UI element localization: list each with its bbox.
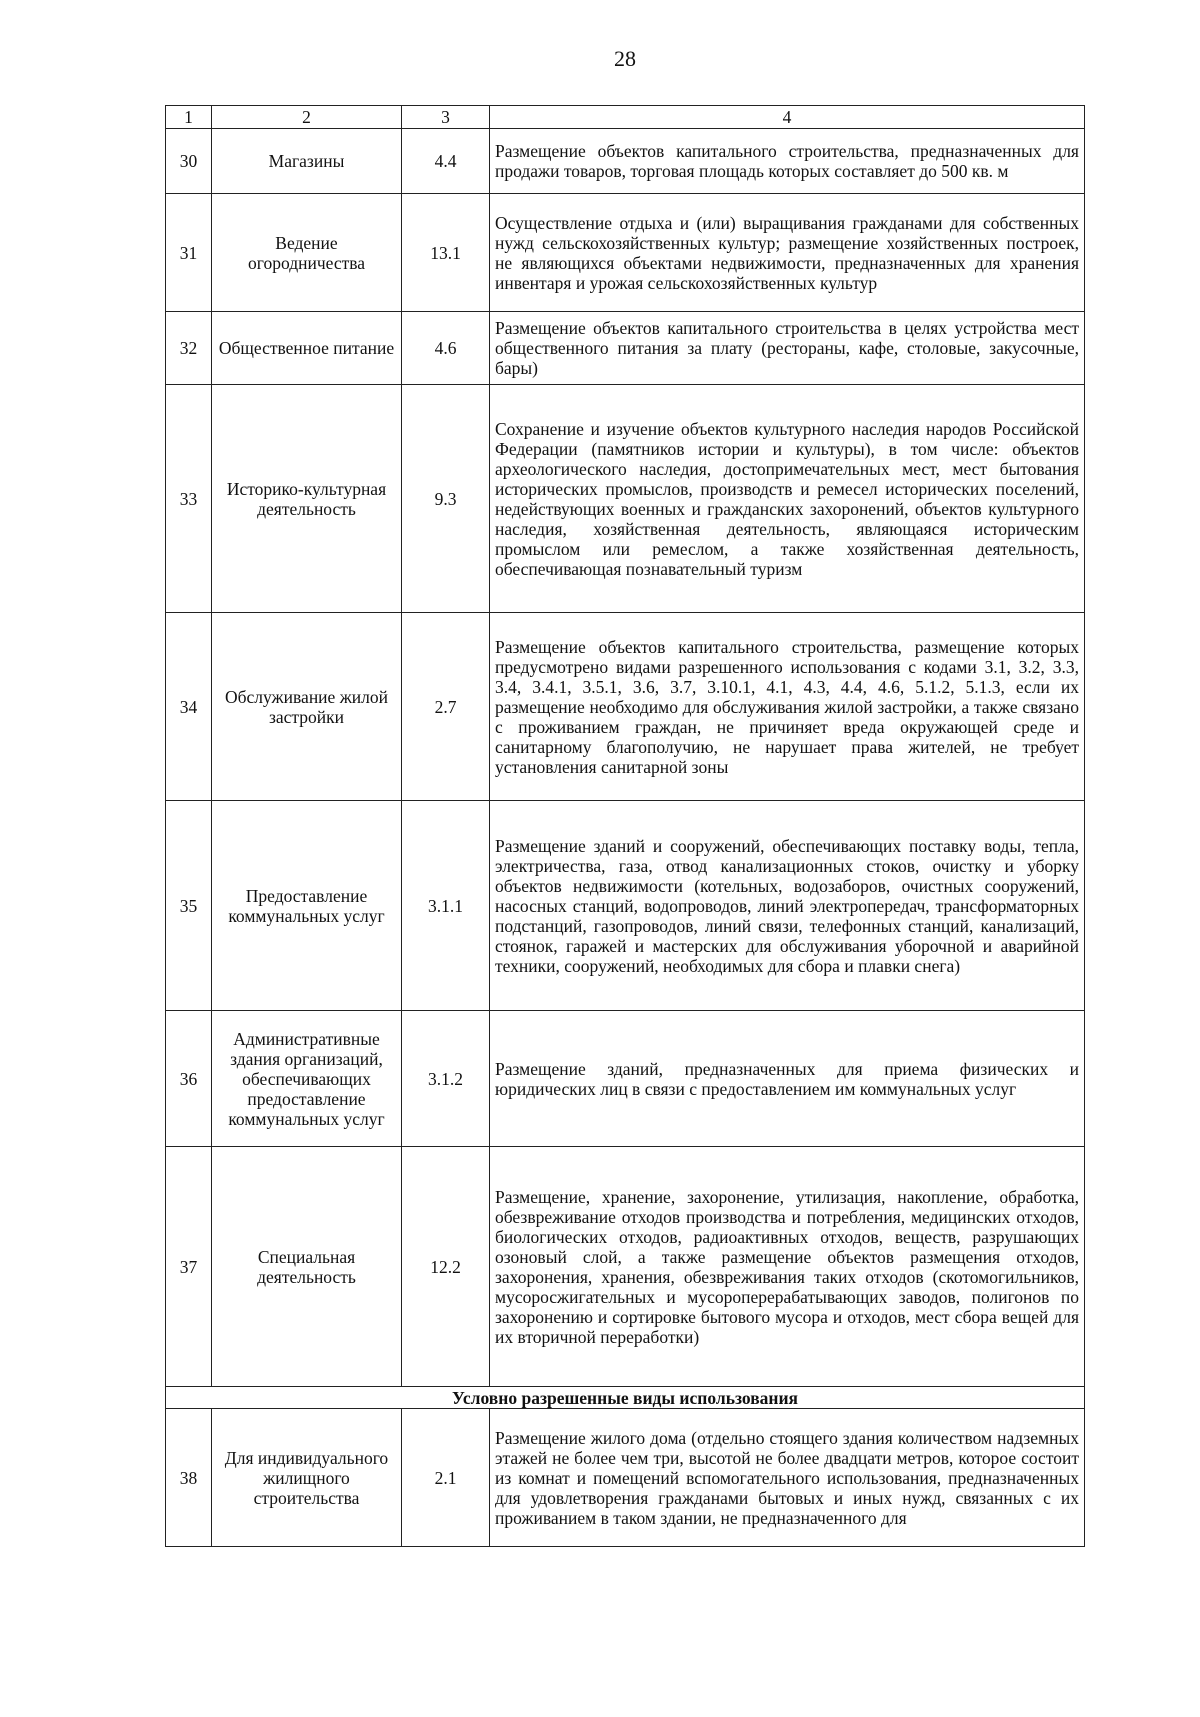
use-type-code: 3.1.2 [402, 1011, 490, 1147]
row-number: 38 [166, 1409, 212, 1547]
use-type-description: Размещение объектов капитального строительства в целях устройства мест общественного питания за плату (рестораны, кафе, столовые, закусочные, бары) [490, 312, 1085, 385]
table-header-row [166, 106, 1085, 129]
table-row [166, 194, 1085, 312]
header-col-3: 3 [402, 106, 490, 129]
use-type-name: Историко-культурная деятельность [212, 385, 402, 613]
use-type-description: Размещение жилого дома (отдельно стоящего здания количеством надземных этажей не более чем три, высотой не более двадцати метров, которое состоит из комнат и помещений вспомогательного использования, предназначенных для удовлетворения гражданами бытовых и иных нужд, связанных с их проживанием в таком здании, не предназначенного для [490, 1409, 1085, 1547]
use-type-description: Размещение зданий, предназначенных для приема физических и юридических лиц в связи с предоставлением им коммунальных услуг [490, 1011, 1085, 1147]
use-type-name: Административные здания организаций, обеспечивающих предоставление коммунальных услуг [212, 1011, 402, 1147]
section-header-row [166, 1387, 1085, 1409]
use-type-description: Осуществление отдыха и (или) выращивания гражданами для собственных нужд сельскохозяйственных культур; размещение хозяйственных построек, не являющихся объектами недвижимости, предназначенных для хранения инвентаря и урожая сельскохозяйственных культур [490, 194, 1085, 312]
row-number: 36 [166, 1011, 212, 1147]
table-row [166, 1147, 1085, 1387]
use-type-description: Размещение, хранение, захоронение, утилизация, накопление, обработка, обезвреживание отходов производства и потребления, медицинских отходов, биологических отходов, радиоактивных отходов, веществ, разрушающих озоновый слой, а также размещение объектов размещения отходов, захоронения, хранения, обезвреживания таких отходов (скотомогильников, мусоросжигательных и мусороперерабатывающих заводов, полигонов по захоронению и сортировке бытового мусора и отходов, мест сбора вещей для их вторичной переработки) [490, 1147, 1085, 1387]
use-type-name: Ведение огородничества [212, 194, 402, 312]
page-number: 28 [614, 46, 636, 71]
land-use-table [165, 105, 1085, 1547]
header-col-2: 2 [212, 106, 402, 129]
use-type-code: 2.7 [402, 613, 490, 801]
use-type-code: 12.2 [402, 1147, 490, 1387]
use-type-name: Предоставление коммунальных услуг [212, 801, 402, 1011]
use-type-code: 4.6 [402, 312, 490, 385]
row-number: 30 [166, 129, 212, 194]
table-row [166, 312, 1085, 385]
table-row [166, 1409, 1085, 1547]
table-row [166, 129, 1085, 194]
table-row [166, 613, 1085, 801]
table-row [166, 1011, 1085, 1147]
use-type-name: Общественное питание [212, 312, 402, 385]
row-number: 35 [166, 801, 212, 1011]
use-type-description: Сохранение и изучение объектов культурного наследия народов Российской Федерации (памятников истории и культуры), в том числе: объектов археологического наследия, достопримечательных мест, мест бытования исторических промыслов, производств и ремесел исторических поселений, недействующих военных и гражданских захоронений, объектов культурного наследия, хозяйственная деятельность, являющаяся историческим промыслом или ремеслом, а также хозяйственная деятельность, обеспечивающая познавательный туризм [490, 385, 1085, 613]
header-col-1: 1 [166, 106, 212, 129]
use-type-code: 2.1 [402, 1409, 490, 1547]
use-type-code: 3.1.1 [402, 801, 490, 1011]
use-type-description: Размещение зданий и сооружений, обеспечивающих поставку воды, тепла, электричества, газа, отвод канализационных стоков, очистку и уборку объектов недвижимости (котельных, водозаборов, очистных сооружений, насосных станций, водопроводов, линий электропередач, трансформаторных подстанций, газопроводов, линий связи, телефонных станций, канализаций, стоянок, гаражей и мастерских для обслуживания уборочной и аварийной техники, сооружений, необходимых для сбора и плавки снега) [490, 801, 1085, 1011]
use-type-code: 4.4 [402, 129, 490, 194]
row-number: 34 [166, 613, 212, 801]
use-type-code: 9.3 [402, 385, 490, 613]
row-number: 31 [166, 194, 212, 312]
use-type-name: Обслуживание жилой застройки [212, 613, 402, 801]
use-type-name: Специальная деятельность [212, 1147, 402, 1387]
row-number: 37 [166, 1147, 212, 1387]
use-type-name: Для индивидуального жилищного строительства [212, 1409, 402, 1547]
use-type-description: Размещение объектов капитального строительства, размещение которых предусмотрено видами разрешенного использования с кодами 3.1, 3.2, 3.3, 3.4, 3.4.1, 3.5.1, 3.6, 3.7, 3.10.1, 4.1, 4.3, 4.4, 4.6, 5.1.2, 5.1.3, если их размещение необходимо для обслуживания жилой застройки, а также связано с проживанием граждан, не причиняет вреда окружающей среде и санитарному благополучию, не нарушает права жителей, не требует установления санитарной зоны [490, 613, 1085, 801]
table-row [166, 801, 1085, 1011]
row-number: 32 [166, 312, 212, 385]
section-title: Условно разрешенные виды использования [166, 1387, 1085, 1409]
use-type-code: 13.1 [402, 194, 490, 312]
table-row [166, 385, 1085, 613]
header-col-4: 4 [490, 106, 1085, 129]
use-type-description: Размещение объектов капитального строительства, предназначенных для продажи товаров, торговая площадь которых составляет до 500 кв. м [490, 129, 1085, 194]
row-number: 33 [166, 385, 212, 613]
use-type-name: Магазины [212, 129, 402, 194]
